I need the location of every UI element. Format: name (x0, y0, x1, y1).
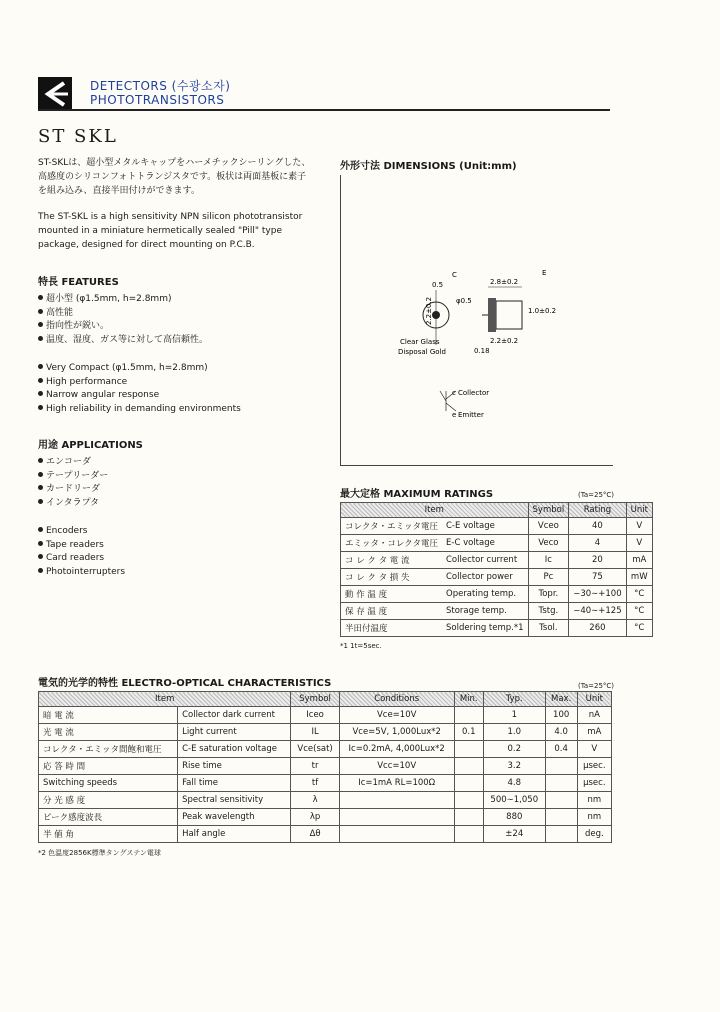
col-header: Unit (626, 503, 652, 518)
eo-note: *2 色温度2856K標準タングステン電球 (38, 849, 161, 857)
list-item: インタラプタ (38, 497, 108, 511)
transistor-symbol (440, 391, 446, 411)
list-item: エンコーダ (38, 456, 108, 470)
list-item: High performance (38, 376, 241, 390)
col-header: Typ. (483, 692, 545, 707)
header-category: DETECTORS (수광소자) (90, 79, 231, 93)
svg-text:Emitter: Emitter (458, 411, 484, 419)
table-row: エミッタ・コレクタ電圧 E-C voltage Veco 4 V (341, 535, 653, 552)
list-item: 超小型 (φ1.5mm, h=2.8mm) (38, 293, 208, 307)
table-row: 暗 電 流 Collector dark current Iceo Vce=10V 1 100 nA (39, 707, 612, 724)
svg-text:Disposal Gold: Disposal Gold (398, 348, 446, 356)
table-row: コ レ ク タ 損 失 Collector power Pc 75 mW (341, 569, 653, 586)
svg-text:C: C (452, 271, 457, 279)
max-ratings-condition: (Ta=25°C) (578, 491, 615, 499)
max-ratings-heading: 最大定格 MAXIMUM RATINGS (340, 489, 494, 500)
col-header: Symbol (291, 692, 339, 707)
table-row: 半 値 角 Half angle Δθ ±24 deg. (39, 826, 612, 843)
applications-heading: 用途 APPLICATIONS (38, 440, 143, 451)
col-header: Conditions (339, 692, 454, 707)
table-row: 動 作 温 度 Operating temp. Topr. −30∼+100 °C (341, 586, 653, 603)
list-item: Very Compact (φ1.5mm, h=2.8mm) (38, 362, 241, 376)
applications-jp-list (38, 456, 108, 510)
col-header: Max. (545, 692, 577, 707)
max-ratings-table (340, 502, 653, 637)
package-drawing (390, 265, 570, 430)
header-subcategory: PHOTOTRANSISTORS (90, 93, 225, 107)
svg-text:2.2±0.2: 2.2±0.2 (490, 337, 519, 345)
list-item: Tape readers (38, 539, 125, 553)
applications-en-list (38, 525, 125, 579)
table-row: 半田付温度 Soldering temp.*1 Tsol. 260 °C (341, 620, 653, 637)
eo-table (38, 691, 612, 843)
table-row: Switching speeds Fall time tf Ic=1mA RL=100Ω 4.8 μsec. (39, 775, 612, 792)
eo-heading: 電気的光学的特性 ELECTRO-OPTICAL CHARACTERISTICS (38, 678, 332, 689)
svg-text:0.18: 0.18 (474, 347, 490, 355)
intro-en: The ST-SKL is a high sensitivity NPN silicon phototransistor mounted in a miniature hermetically sealed "Pill" type package, designed for direct mounting on P.C.B. (38, 212, 303, 250)
features-en-list (38, 362, 241, 416)
col-header: Rating (569, 503, 626, 518)
svg-text:Clear Glass: Clear Glass (400, 338, 440, 346)
intro-jp: ST-SKLは、超小型メタルキャップをハーメチックシーリングした、高感度のシリコンフォトトランジスタです。板状は両面基板に素子を組み込み、直接半田付けができます。 (38, 158, 311, 196)
max-ratings-note: *1 1t=5sec. (340, 642, 382, 650)
table-row: コ レ ク タ 電 流 Collector current Ic 20 mA (341, 552, 653, 569)
col-header: Symbol (528, 503, 569, 518)
list-item: Narrow angular response (38, 389, 241, 403)
package-side-view (496, 301, 522, 329)
col-header: Item (341, 503, 529, 518)
table-row: コレクタ・エミッタ電圧 C-E voltage Vceo 40 V (341, 518, 653, 535)
list-item: カードリーダ (38, 483, 108, 497)
table-row: 分 光 感 度 Spectral sensitivity λ 500∼1,050 nm (39, 792, 612, 809)
svg-text:0.5: 0.5 (432, 281, 444, 289)
svg-text:Collector: Collector (458, 389, 490, 397)
table-row: 光 電 流 Light current IL Vce=5V, 1,000Lux*2 0.1 1.0 4.0 mA (39, 724, 612, 741)
list-item: 温度、湿度、ガス等に対して高信頼性。 (38, 334, 208, 348)
table-row: コレクタ・エミッタ間飽和電圧 C-E saturation voltage Vce(sat) Ic=0.2mA, 4,000Lux*2 0.2 0.4 V (39, 741, 612, 758)
list-item: 指向性が鋭い。 (38, 320, 208, 334)
svg-text:1.0±0.2: 1.0±0.2 (528, 307, 557, 315)
svg-text:2.8±0.2: 2.8±0.2 (490, 278, 519, 286)
col-header: Unit (577, 692, 611, 707)
svg-text:e: e (452, 411, 457, 419)
svg-text:φ0.5: φ0.5 (456, 297, 472, 305)
list-item: 高性能 (38, 307, 208, 321)
eo-condition: (Ta=25°C) (578, 682, 615, 690)
header-rule (38, 109, 610, 111)
features-jp-list (38, 293, 208, 347)
table-row: ピーク感度波長 Peak wavelength λp 880 nm (39, 809, 612, 826)
col-header: Item (39, 692, 291, 707)
col-header: Min. (454, 692, 483, 707)
list-item: テープリーダー (38, 470, 108, 484)
page-title: ST SKL (38, 126, 118, 147)
table-row: 応 答 時 間 Rise time tr Vcc=10V 3.2 μsec. (39, 758, 612, 775)
features-heading: 特長 FEATURES (38, 277, 119, 288)
company-logo (38, 77, 72, 111)
dimensions-heading: 外形寸法 DIMENSIONS (Unit:mm) (340, 161, 517, 172)
list-item: Card readers (38, 552, 125, 566)
svg-text:2.2±0.2: 2.2±0.2 (425, 296, 433, 325)
list-item: High reliability in demanding environments (38, 403, 241, 417)
table-header-row (39, 692, 612, 707)
list-item: Encoders (38, 525, 125, 539)
table-header-row (341, 503, 653, 518)
svg-text:c: c (452, 389, 456, 397)
list-item: Photointerrupters (38, 566, 125, 580)
svg-text:E: E (542, 269, 547, 277)
table-row: 保 存 温 度 Storage temp. Tstg. −40∼+125 °C (341, 603, 653, 620)
